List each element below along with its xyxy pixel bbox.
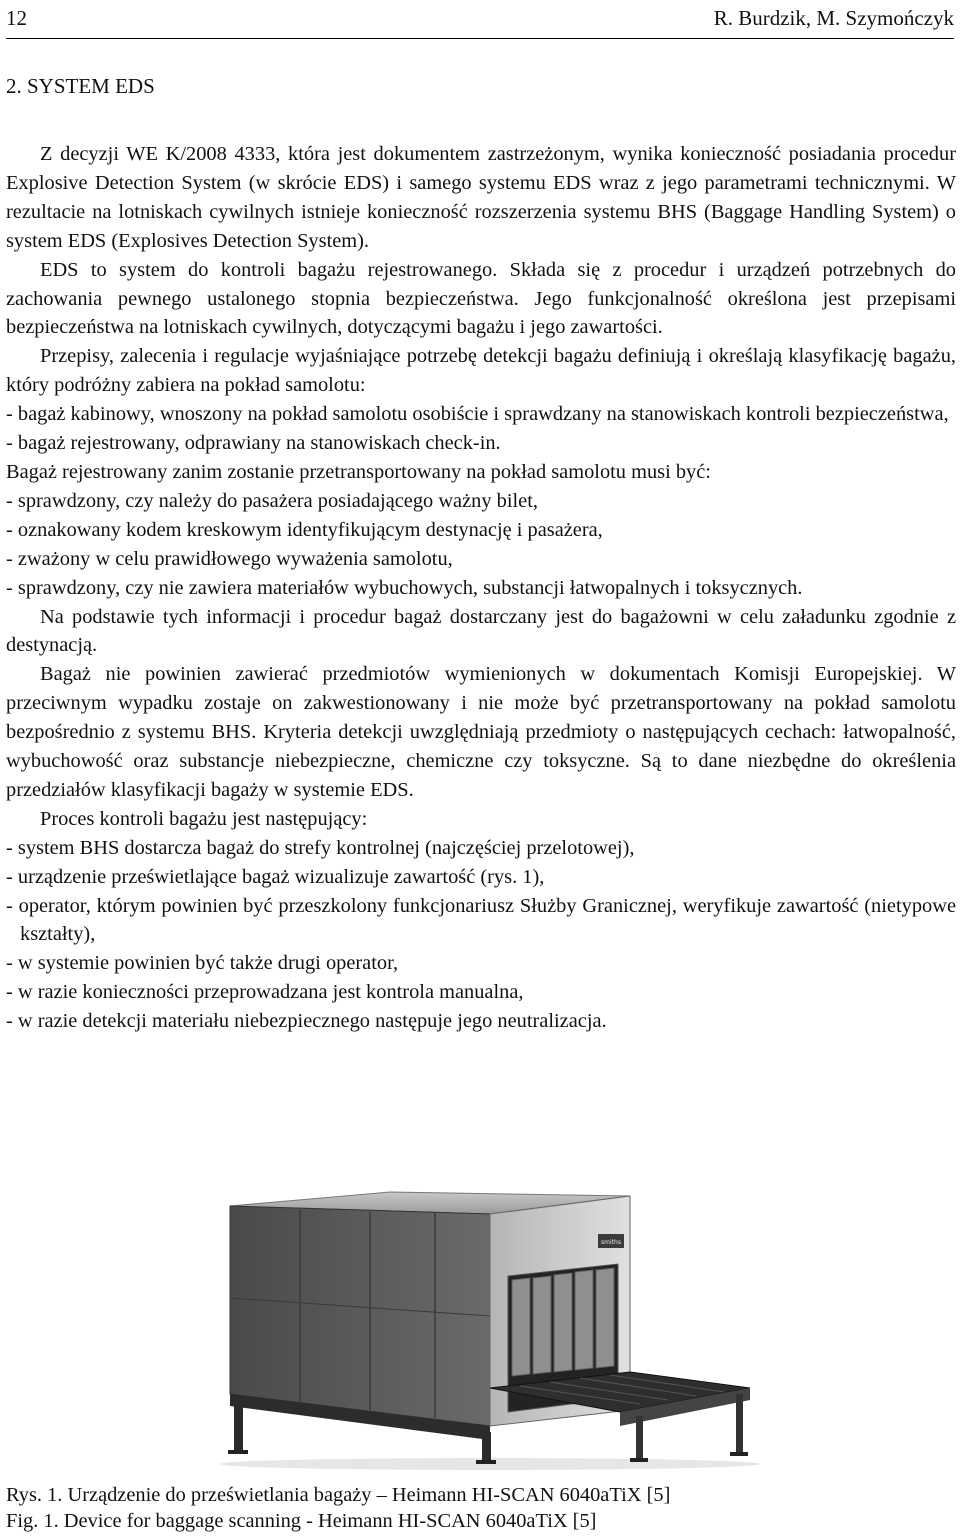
paragraph: Bagaż nie powinien zawierać przedmiotów wymienionych w dokumentach Komisji Europejskiej. W przeciwnym wypadku zostaje on zakwestionowany i nie może być przetransportowany na pokład samolotu bezpośrednio z systemu BHS. Kryteria detekcji uwzględniają przedmioty o następujących cechach: łatwopalność, wybuchowość oraz substancje niebezpieczne, chemiczne czy toksyczne. Są to dane niezbędne do określenia przedziałów klasyfikacji bagaży w systemie EDS. [6, 663, 956, 801]
paragraph: Z decyzji WE K/2008 4333, która jest dokumentem zastrzeżonym, wynika konieczność posiadania procedur Explosive Detection System (w skrócie EDS) i samego systemu EDS wraz z jego parametrami technicznymi. W rezultacie na lotniskach cywilnych istnieje konieczność rozszerzenia systemu BHS (Baggage Handling System) o system EDS (Explosives Detection System). [6, 143, 956, 252]
brand-label: smiths [601, 1239, 621, 1246]
list-item: - bagaż rejestrowany, odprawiany na stanowiskach check-in. [6, 432, 501, 455]
list-item: - oznakowany kodem kreskowym identyfikującym destynację i pasażera, [6, 518, 603, 541]
list-item: - system BHS dostarcza bagaż do strefy kontrolnej (najczęściej przelotowej), [6, 836, 635, 859]
figure-caption-en: Fig. 1. Device for baggage scanning - Heimann HI-SCAN 6040aTiX [5] [6, 1510, 597, 1532]
list-item: - operator, którym powinien być przeszkolony funkcjonariusz Służby Granicznej, weryfikuje zawartość (nietypowe kształty), [6, 894, 956, 946]
list-item: - sprawdzony, czy należy do pasażera posiadającego ważny bilet, [6, 489, 538, 512]
paragraph: Proces kontroli bagażu jest następujący: [40, 807, 368, 830]
body-text [6, 140, 956, 1036]
list-item: - w razie konieczności przeprowadzana jest kontrola manualna, [6, 981, 524, 1004]
xray-scanner-figure [190, 1188, 770, 1473]
list-item: - w razie detekcji materiału niebezpiecznego następuje jego neutralizacja. [6, 1010, 607, 1033]
paragraph: Bagaż rejestrowany zanim zostanie przetransportowany na pokład samolotu musi być: [6, 460, 711, 483]
page-header [6, 2, 954, 39]
section-title: 2. SYSTEM EDS [6, 74, 155, 98]
paragraph: Na podstawie tych informacji i procedur bagaż dostarczany jest do bagażowni w celu załadunku zgodnie z destynacją. [6, 605, 956, 657]
list-item: - bagaż kabinowy, wnoszony na pokład samolotu osobiście i sprawdzany na stanowiskach kontroli bezpieczeństwa, [6, 403, 949, 426]
list-item: - zważony w celu prawidłowego wyważenia samolotu, [6, 547, 453, 570]
paragraph: Przepisy, zalecenia i regulacje wyjaśniające potrzebę detekcji bagażu definiują i określają klasyfikację bagażu, który podróżny zabiera na pokład samolotu: [6, 345, 956, 397]
list-item: - urządzenie prześwietlające bagaż wizualizuje zawartość (rys. 1), [6, 865, 545, 888]
list-item: - w systemie powinien być także drugi operator, [6, 952, 399, 975]
paragraph: EDS to system do kontroli bagażu rejestrowanego. Składa się z procedur i urządzeń potrzebnych do zachowania pewnego ustalonego stopnia bezpieczeństwa. Jego funkcjonalność określona jest przepisami bezpieczeństwa na lotniskach cywilnych, dotyczącymi bagażu i jego zawartości. [6, 258, 956, 339]
xray-scanner-illustration [190, 1188, 770, 1473]
page-number: 12 [6, 6, 27, 30]
figure-caption-pl: Rys. 1. Urządzenie do prześwietlania bagaży – Heimann HI-SCAN 6040aTiX [5] [6, 1484, 671, 1506]
list-item: - sprawdzony, czy nie zawiera materiałów wybuchowych, substancji łatwopalnych i toksycznych. [6, 576, 803, 599]
running-authors: R. Burdzik, M. Szymończyk [713, 6, 954, 30]
